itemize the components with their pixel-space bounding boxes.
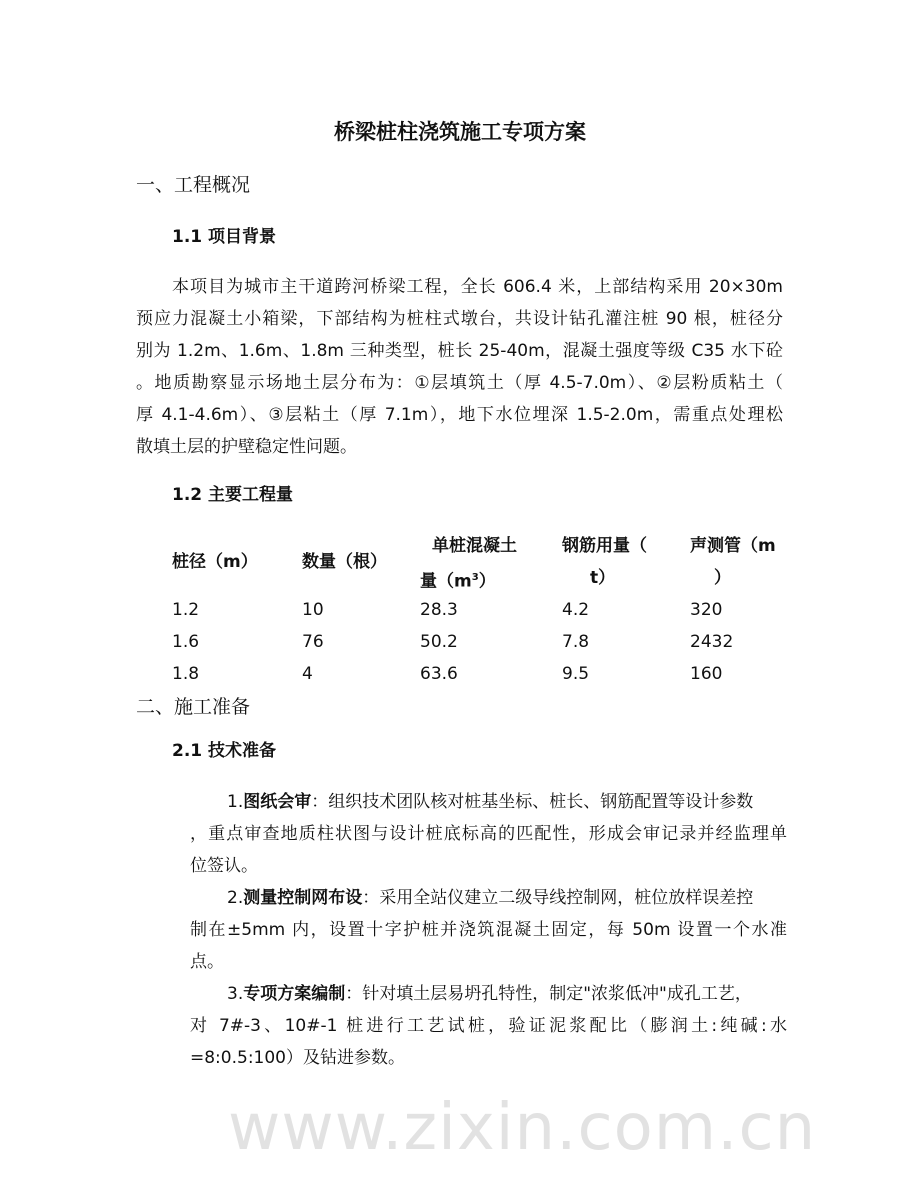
- item-number: 1.: [227, 792, 244, 812]
- paragraph-line: 厚 4.1-4.6m）、③层粘土（厚 7.1m），地下水位埋深 1.5-2.0m，需重点处理松: [136, 405, 783, 425]
- table-cell: 63.6: [420, 664, 458, 684]
- table-cell: 28.3: [420, 600, 458, 620]
- paragraph-line: 。地质勘察显示场地土层分布为：①层填筑土（厚 4.5-7.0m）、②层粉质粘土（: [136, 373, 783, 393]
- watermark: www.zixin.com.cn: [228, 1091, 817, 1165]
- list-item-line: 制在±5mm 内，设置十字护桩并浇筑混凝土固定，每 50m 设置一个水准: [190, 920, 787, 940]
- table-cell: 320: [690, 600, 723, 620]
- list-item-line: =8:0.5:100）及钻进参数。: [190, 1048, 405, 1068]
- section-heading: 一、工程概况: [136, 174, 251, 196]
- table-header: 量$(m^3)$: [420, 571, 496, 592]
- table-cell: 50.2: [420, 632, 458, 652]
- item-label: 专项方案编制: [243, 984, 346, 1004]
- item-text: ：组织技术团队核对桩基坐标、桩长、钢筋配置等设计参数: [311, 792, 754, 812]
- table-cell: 1.2: [172, 600, 200, 620]
- list-item-line: ，重点审查地质柱状图与设计桩底标高的匹配性，形成会审记录并经监理单: [190, 824, 787, 844]
- table-header: 单桩混凝土: [432, 536, 517, 556]
- list-item-first-line: [227, 786, 753, 818]
- list-item-first-line: [227, 882, 753, 914]
- item-text: ：针对填土层易坍孔特性，制定"浓浆低冲"成孔工艺，: [345, 984, 752, 1004]
- table-cell: 160: [690, 664, 723, 684]
- section-heading: 二、施工准备: [136, 696, 251, 718]
- subsection-heading: 2.1 技术准备: [172, 741, 277, 761]
- table-cell: 7.8: [562, 632, 590, 652]
- table-cell: 4: [302, 664, 313, 684]
- table-header: 数量（根）: [302, 552, 387, 572]
- item-text: ：采用全站仪建立二级导线控制网，桩位放样误差控: [362, 888, 754, 908]
- list-item-first-line: [227, 978, 752, 1010]
- table-header: t）: [590, 568, 616, 588]
- item-label: 测量控制网布设: [243, 888, 363, 908]
- paragraph-line: 别为 1.2m、1.6m、1.8m 三种类型，桩长 25-40m，混凝土强度等级 C35 水下砼: [136, 341, 783, 361]
- document-title: 桥梁桩柱浇筑施工专项方案: [334, 120, 586, 144]
- list-item-line: 位签认。: [190, 856, 258, 876]
- item-label: 图纸会审: [243, 792, 312, 812]
- table-header: 钢筋用量（: [562, 536, 647, 556]
- table-header: 桩径（m）: [172, 552, 258, 572]
- paragraph-line: 散填土层的护壁稳定性问题。: [136, 437, 357, 457]
- table-cell: 76: [302, 632, 324, 652]
- table-header: ）: [714, 568, 731, 588]
- list-item-line: 点。: [190, 952, 224, 972]
- table-cell: 2432: [690, 632, 734, 652]
- table-cell: 1.8: [172, 664, 200, 684]
- list-item-line: 对 7#-3、10#-1 桩进行工艺试桩，验证泥浆配比（膨润土:纯碱:水: [190, 1016, 787, 1036]
- paragraph-line: 预应力混凝土小箱梁，下部结构为桩柱式墩台，共设计钻孔灌注桩 90 根，桩径分: [136, 309, 783, 329]
- table-cell: 9.5: [562, 664, 590, 684]
- subsection-heading: 1.1 项目背景: [172, 227, 277, 247]
- item-number: 2.: [227, 888, 244, 908]
- paragraph-line: 本项目为城市主干道跨河桥梁工程，全长 606.4 米，上部结构采用 20×30m: [172, 277, 783, 297]
- item-number: 3.: [227, 984, 244, 1004]
- subsection-heading: 1.2 主要工程量: [172, 485, 294, 505]
- table-cell: 1.6: [172, 632, 200, 652]
- table-header: 声测管（m: [690, 536, 776, 556]
- table-cell: 4.2: [562, 600, 590, 620]
- table-cell: 10: [302, 600, 324, 620]
